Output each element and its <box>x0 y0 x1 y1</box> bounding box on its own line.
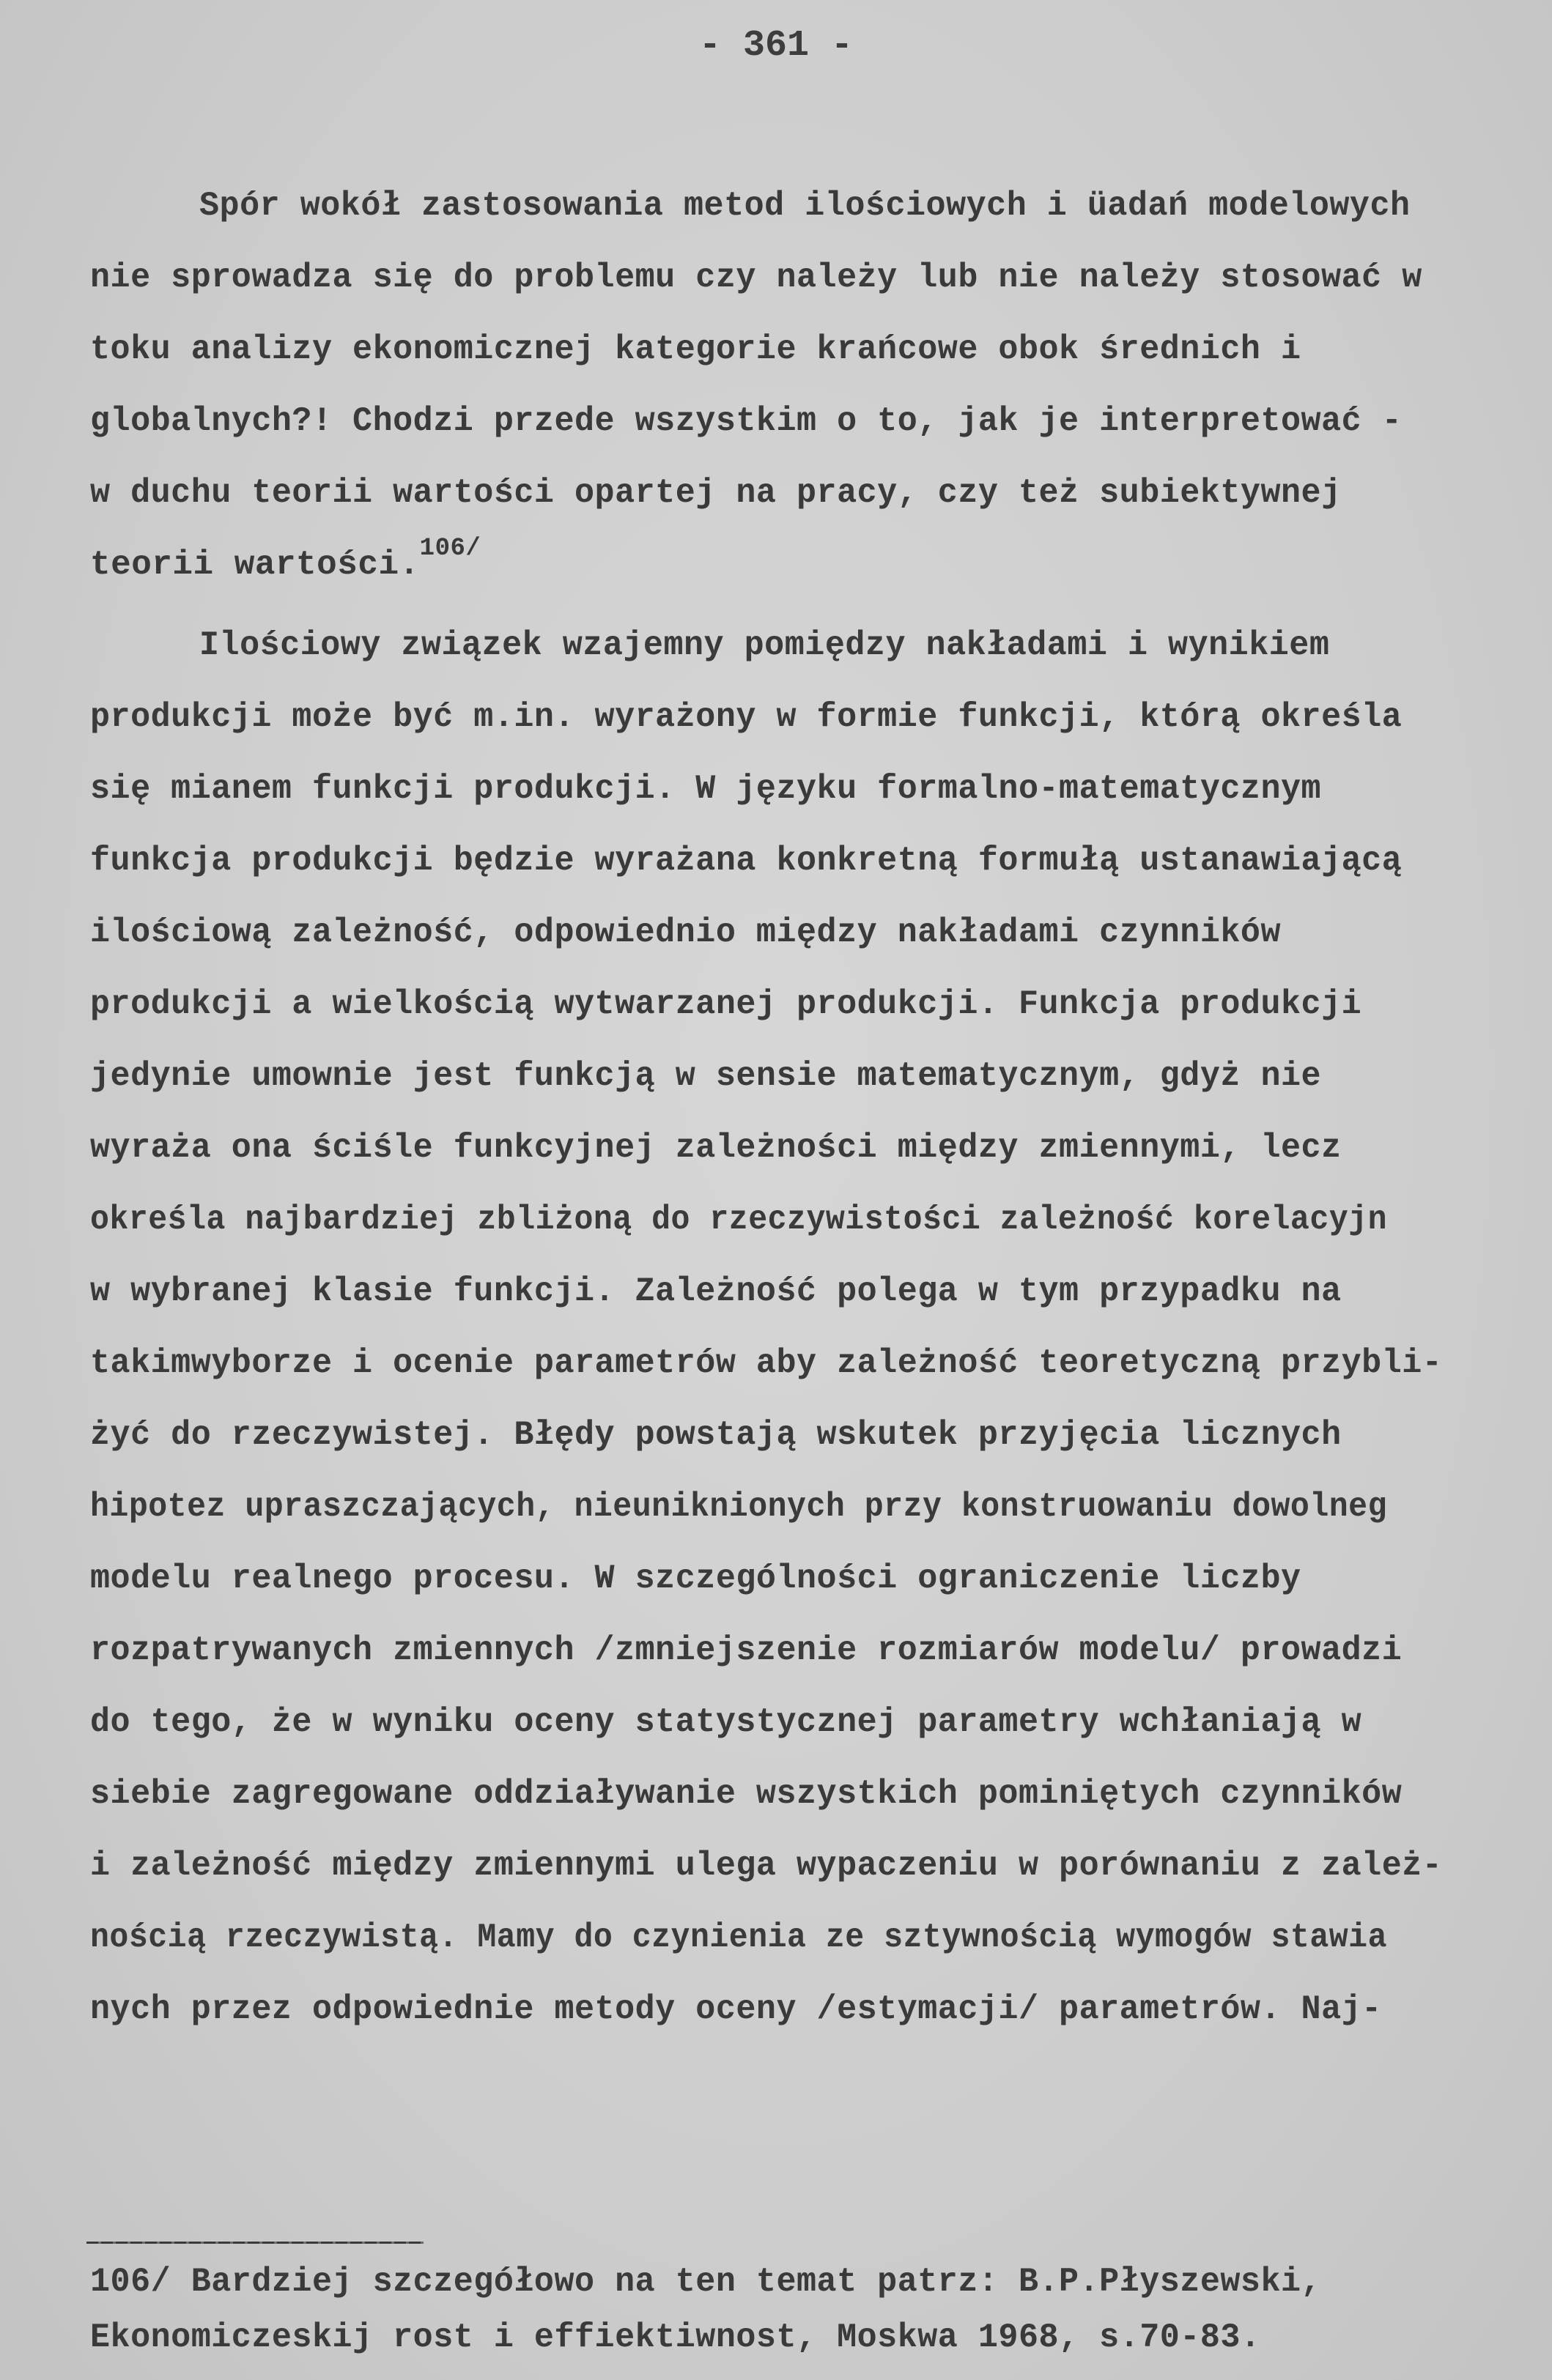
body-line: nością rzeczywistą. Mamy do czynienia ze sztywnością wymogów stawia <box>90 1919 1388 1957</box>
body-line: nie sprowadza się do problemu czy należy lub nie należy stosować w <box>90 259 1422 297</box>
body-line: takimwyborze i ocenie parametrów aby zależność teoretyczną przybli- <box>90 1344 1443 1382</box>
body-line: w duchu teorii wartości opartej na pracy, czy też subiektywnej <box>90 474 1342 512</box>
body-line-text: teorii wartości. <box>90 546 420 584</box>
body-line: do tego, że w wyniku oceny statystycznej parametry wchłaniają w <box>90 1703 1362 1741</box>
body-line: się mianem funkcji produkcji. W języku formalno-matematycznym <box>90 770 1322 808</box>
footnote-line: 106/ Bardziej szczegółowo na ten temat patrz: B.P.Płyszewski, <box>90 2263 1322 2301</box>
body-line: wyraża ona ściśle funkcyjnej zależności między zmiennymi, lecz <box>90 1129 1342 1167</box>
body-line: produkcji a wielkością wytwarzanej produkcji. Funkcja produkcji <box>90 985 1362 1023</box>
body-line: żyć do rzeczywistej. Błędy powstają wskutek przyjęcia licznych <box>90 1416 1342 1454</box>
body-line: jedynie umownie jest funkcją w sensie matematycznym, gdyż nie <box>90 1057 1322 1095</box>
body-line: nych przez odpowiednie metody oceny /estymacji/ parametrów. Naj- <box>90 1990 1382 2028</box>
body-line: globalnych?! Chodzi przede wszystkim o to, jak je interpretować - <box>90 402 1403 440</box>
body-line: ilościową zależność, odpowiednio między nakładami czynników <box>90 913 1282 952</box>
body-line: toku analizy ekonomicznej kategorie krańcowe obok średnich i <box>90 330 1301 368</box>
body-line: modelu realnego procesu. W szczególności ograniczenie liczby <box>90 1560 1301 1598</box>
body-line: w wybranej klasie funkcji. Zależność polega w tym przypadku na <box>90 1272 1342 1311</box>
body-line: siebie zagregowane oddziaływanie wszystkich pominiętych czynników <box>90 1775 1403 1813</box>
footnote-line: Ekonomiczeskij rost i effiektiwnost, Moskwa 1968, s.70-83. <box>90 2318 1261 2357</box>
page-number: - 361 - <box>698 25 854 67</box>
body-line: i zależność między zmiennymi ulega wypaczeniu w porównaniu z zależ- <box>90 1847 1443 1885</box>
body-line: Ilościowy związek wzajemny pomiędzy nakładami i wynikiem <box>199 626 1330 664</box>
body-line: hipotez upraszczających, nieuniknionych przy konstruowaniu dowolneg <box>90 1488 1388 1526</box>
body-line: produkcji może być m.in. wyrażony w formie funkcji, którą określa <box>90 698 1403 736</box>
body-line: Spór wokół zastosowania metod ilościowych i üadań modelowych <box>199 187 1411 225</box>
footnote-separator <box>86 2242 424 2244</box>
body-line-with-ref <box>90 535 481 584</box>
body-line: rozpatrywanych zmiennych /zmniejszenie rozmiarów modelu/ prowadzi <box>90 1631 1403 1669</box>
body-line: funkcja produkcji będzie wyrażana konkretną formułą ustanawiającą <box>90 842 1403 880</box>
footnote-reference: 106/ <box>419 535 481 563</box>
body-line: określa najbardziej zbliżoną do rzeczywistości zależność korelacyjn <box>90 1201 1388 1239</box>
